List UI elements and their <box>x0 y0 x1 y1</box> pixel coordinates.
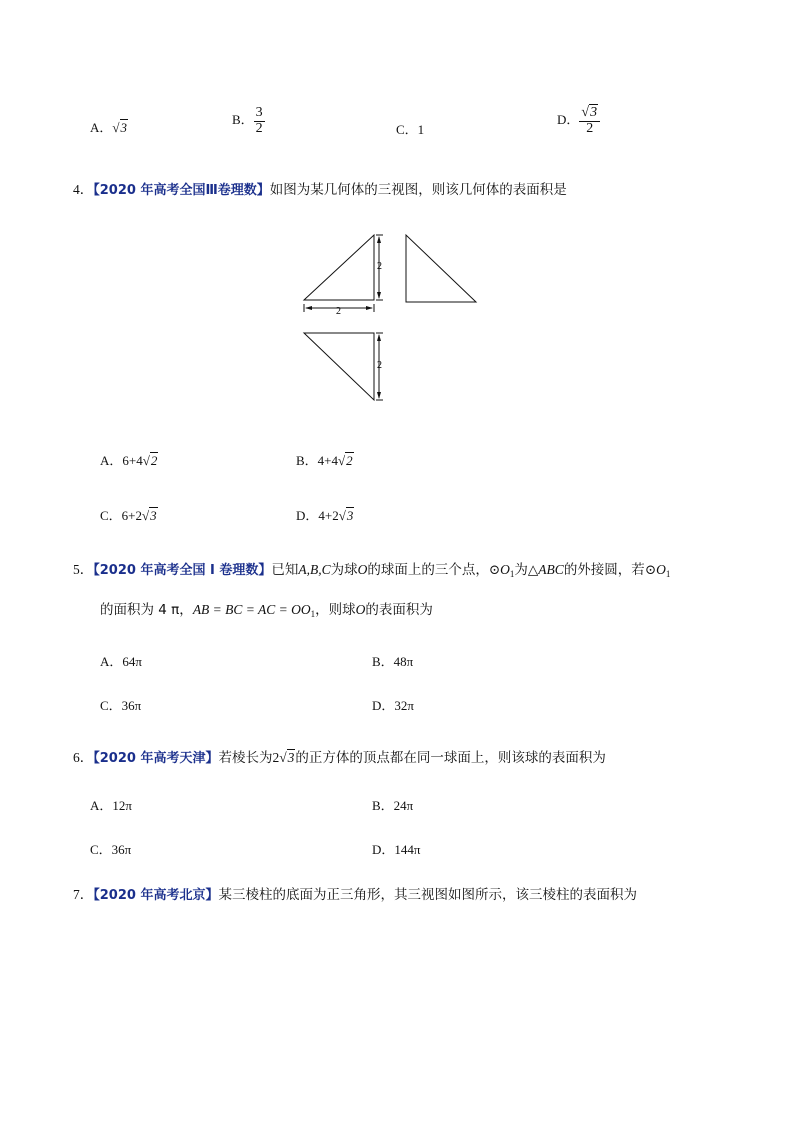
source-tag: 【2020 年高考全国 I 卷理数】 <box>93 563 272 578</box>
q6-option-b: B．24π <box>372 798 414 813</box>
q5-option-a: A．64π <box>100 654 142 669</box>
q7-stem: 7．【2020 年高考北京】某三棱柱的底面为正三角形，其三视图如图所示，该三棱柱的表面积为 <box>73 887 637 903</box>
dim-label-bottom: 2 <box>377 360 382 371</box>
q4-option-b: B．4+4√2 <box>296 453 353 468</box>
q3-option-c: C．1 <box>396 122 425 137</box>
front-view-triangle <box>304 235 374 300</box>
source-tag: 【2020 年高考天津】 <box>93 751 219 766</box>
q3-option-d: D． $\frac{√3}{2}$ <box>557 106 600 136</box>
q6-option-a: A．12π <box>90 798 132 813</box>
side-view-triangle <box>406 235 476 302</box>
dim-label-horizontal: 2 <box>336 306 341 317</box>
q3-option-a: A．√3 <box>90 120 128 135</box>
dim-label-top: 2 <box>377 261 382 272</box>
source-tag: 【2020 年高考全国Ⅲ卷理数】 <box>93 183 270 198</box>
q5-stem-line2: 的面积为 4 π，AB = BC = AC = $OO_1$，则球O的表面积为 <box>100 602 433 619</box>
sqrt-expression: √3 <box>112 120 128 135</box>
q5-option-d: D．32π <box>372 698 414 713</box>
q4-option-c: C．6+2√3 <box>100 508 157 523</box>
q4-option-d: D．4+2√3 <box>296 508 354 523</box>
q6-option-c: C．36π <box>90 842 132 857</box>
q4-stem: 4．【2020 年高考全国Ⅲ卷理数】如图为某几何体的三视图，则该几何体的表面积是 <box>73 182 567 198</box>
fraction: $\frac{3}{2}$ <box>255 105 263 136</box>
q6-stem: 6．【2020 年高考天津】若棱长为2√3的正方体的顶点都在同一球面上，则该球的表面积为 <box>73 750 606 766</box>
q5-stem-line1: 5．【2020 年高考全国 I 卷理数】已知A,B,C为球O的球面上的三个点，$⊙O_1$为△ABC的外接圆，若$⊙O_1$ <box>73 562 671 579</box>
q6-option-d: D．144π <box>372 842 421 857</box>
q3-option-b: B． $\frac{3}{2}$ <box>232 105 263 136</box>
q5-option-c: C．36π <box>100 698 142 713</box>
source-tag: 【2020 年高考北京】 <box>93 888 219 903</box>
top-view-triangle <box>304 333 374 400</box>
q5-option-b: B．48π <box>372 654 414 669</box>
q4-option-a: A．6+4√2 <box>100 453 158 468</box>
fraction: $\frac{√3}{2}$ <box>579 106 600 136</box>
